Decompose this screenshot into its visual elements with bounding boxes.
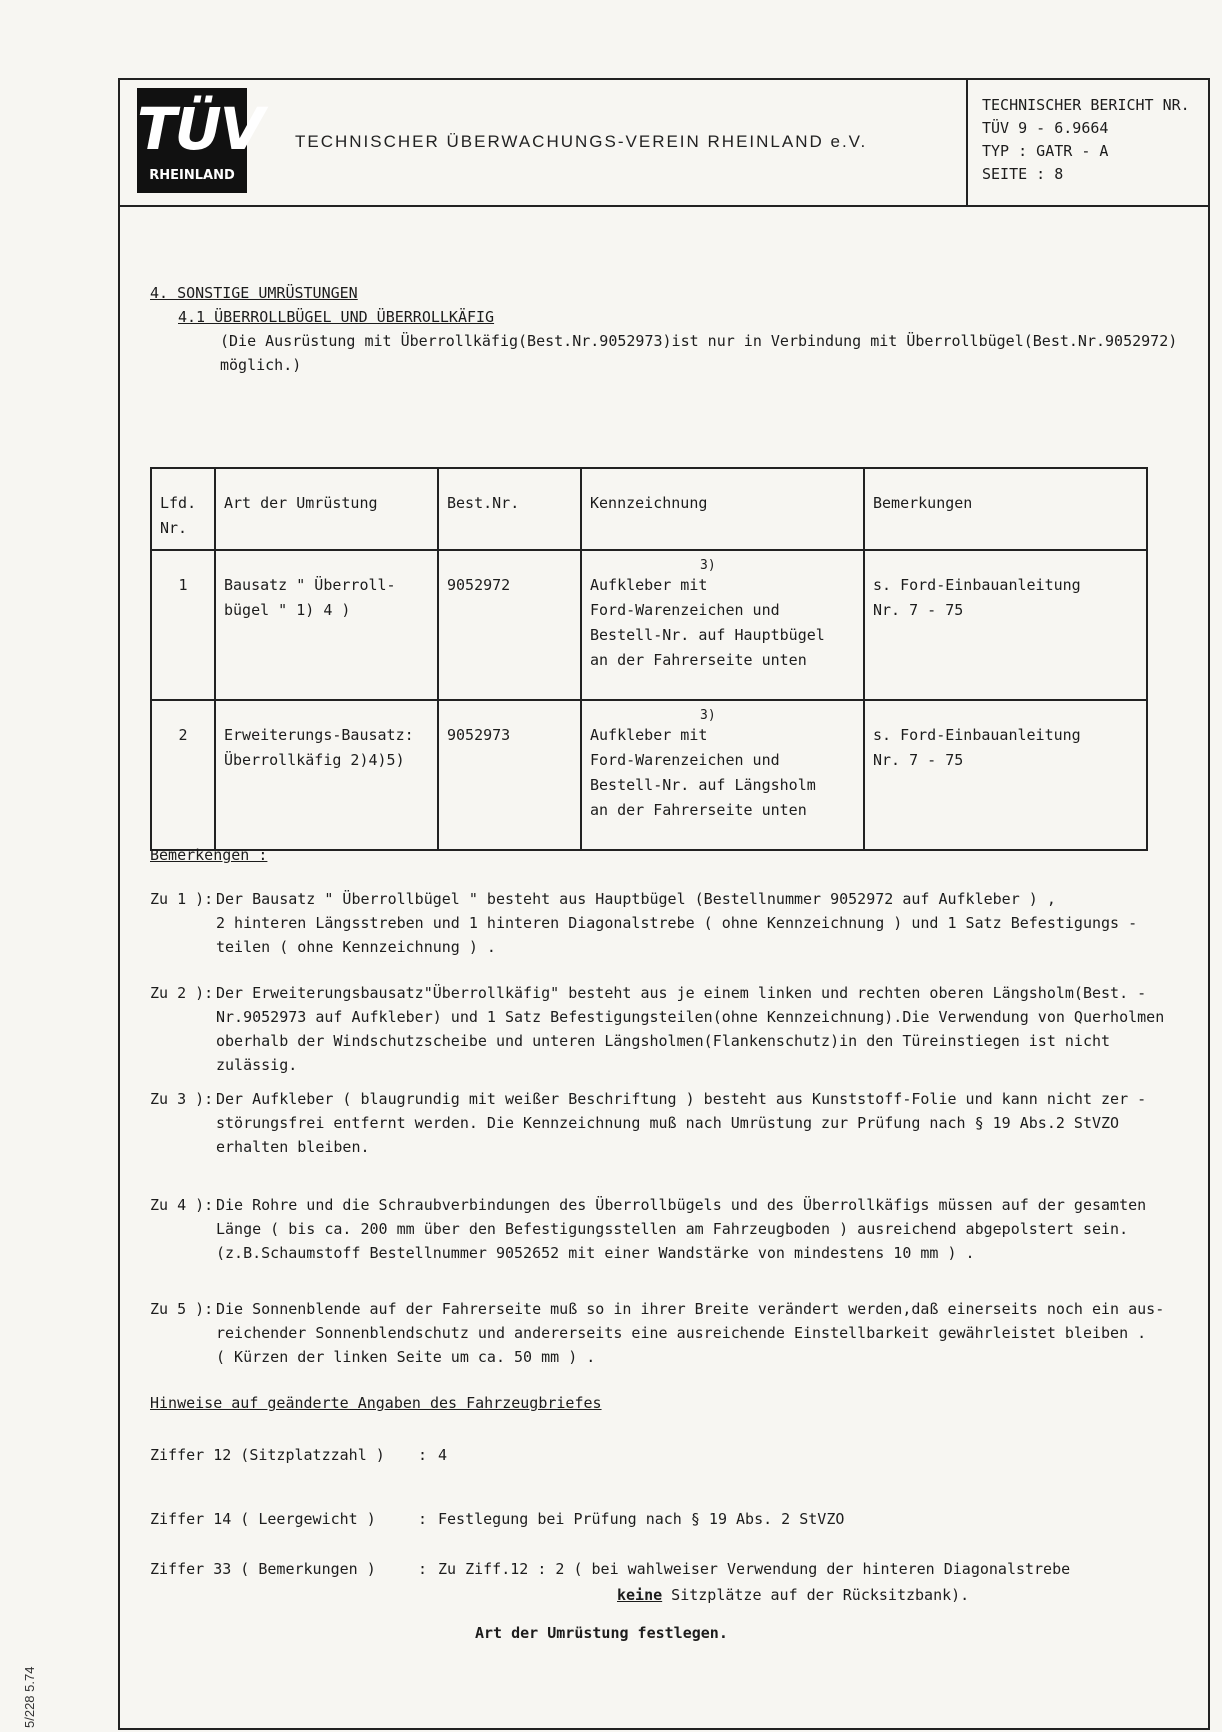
cell-bem: s. Ford-Einbauanleitung Nr. 7 - 75 (864, 700, 1147, 850)
col-header-nr: Lfd. Nr. (151, 468, 215, 550)
hinweis-colon: : (418, 1560, 428, 1578)
table-header-row (151, 468, 1147, 550)
cell-nr: 1 (151, 550, 215, 700)
document-header (120, 80, 1208, 207)
remark-text: Der Bausatz " Überrollbügel " besteht aus Hauptbügel (Bestellnummer 9052972 auf Aufkleber ) , 2 hinteren Längsstreben und 1 hinteren Diagonalstrebe ( ohne Kennzeichnung ) und 1 Satz Befestigungs - teilen ( ohne Kennzeichnung ) . (216, 890, 1138, 956)
tuv-logo (137, 88, 263, 193)
report-line-page: SEITE : 8 (982, 165, 1064, 183)
col-header-bem: Bemerkungen (864, 468, 1147, 550)
remark-text: Die Sonnenblende auf der Fahrerseite muß so in ihrer Breite verändert werden,daß einerseits noch ein aus- reichender Sonnenblendschutz und andererseits eine ausreichende Einstellbarkeit gewährleistet bleiben . ( Kürzen der linken Seite um ca. 50 mm ) . (216, 1300, 1165, 1366)
hinweise-heading: Hinweise auf geänderte Angaben des Fahrzeugbriefes (150, 1394, 602, 1412)
hinweis-label: Ziffer 12 (Sitzplatzzahl ) (150, 1446, 385, 1464)
logo-sub-text: RHEINLAND (149, 168, 235, 183)
col-header-art: Art der Umrüstung (215, 468, 438, 550)
remark-label: Zu 2 ): (150, 984, 214, 1002)
hinweis-value: Zu Ziff.12 : 2 ( bei wahlweiser Verwendung der hinteren Diagonalstrebe (438, 1560, 1071, 1578)
cell-kenn (581, 700, 864, 850)
form-code: 5/228 5.74 (22, 1666, 37, 1728)
report-info-box (966, 80, 1208, 205)
hinweis-value: Festlegung bei Prüfung nach § 19 Abs. 2 StVZO (438, 1510, 845, 1528)
remark-label: Zu 1 ): (150, 890, 214, 908)
cell-kenn-text: Aufkleber mit Ford-Warenzeichen und Bestell-Nr. auf Hauptbügel an der Fahrerseite unten (590, 576, 825, 669)
col-header-best: Best.Nr. (438, 468, 581, 550)
hinweis-value-continuation (617, 1583, 969, 1607)
hinweis-value: 4 (438, 1446, 448, 1464)
table-row (151, 700, 1147, 850)
table-row (151, 550, 1147, 700)
section-title: 4. SONSTIGE UMRÜSTUNGEN (150, 284, 358, 302)
modifications-table (150, 467, 1148, 851)
cell-art: Erweiterungs-Bausatz: Überrollkäfig 2)4)5) (215, 700, 438, 850)
remark-label: Zu 3 ): (150, 1090, 214, 1108)
hinweis-colon: : (418, 1510, 428, 1528)
col-header-kenn: Kennzeichnung (581, 468, 864, 550)
report-line-number: TÜV 9 - 6.9664 (982, 119, 1109, 137)
logo-main-text: TÜV (137, 95, 263, 163)
remarks-heading: Bemerkengen : (150, 846, 268, 864)
remark-text: Der Erweiterungsbausatz"Überrollkäfig" besteht aus je einem linken und rechten oberen Längsholm(Best. - Nr.9052973 auf Aufkleber) und 1 Satz Befestigungsteilen(ohne Kennzeichnung).Die Verwendung von Querholmen oberhalb der Windschutzscheibe und unteren Längsholmen(Flankenschutz)in den Türeinstiegen ist nicht zulässig. (216, 984, 1165, 1074)
remark-label: Zu 4 ): (150, 1196, 214, 1214)
page-frame (118, 78, 1210, 1730)
cell-nr: 2 (151, 700, 215, 850)
footnote-ref: 3) (700, 558, 716, 573)
remark-text: Der Aufkleber ( blaugrundig mit weißer Beschriftung ) besteht aus Kunststoff-Folie und kann nicht zer - störungsfrei entfernt werden. Die Kennzeichnung muß nach Umrüstung zur Prüfung nach § 19 Abs.2 StVZO erhalten bleiben. (216, 1090, 1147, 1156)
report-line-type: TYP : GATR - A (982, 142, 1109, 160)
cell-art: Bausatz " Überroll- bügel " 1) 4 ) (215, 550, 438, 700)
final-note: Art der Umrüstung festlegen. (475, 1624, 728, 1642)
remark-text: Die Rohre und die Schraubverbindungen des Überrollbügels und des Überrollkäfigs müssen auf der gesamten Länge ( bis ca. 200 mm über den Befestigungsstellen am Fahrzeugboden ) ausreichend abgepolstert sein. (z.B.Schaumstoff Bestellnummer 9052652 mit einer Wandstärke von mindestens 10 mm ) . (216, 1196, 1147, 1262)
cell-best: 9052972 (438, 550, 581, 700)
emphasis-keine: keine (617, 1586, 663, 1604)
section-subtitle: 4.1 ÜBERROLLBÜGEL UND ÜBERROLLKÄFIG (178, 308, 495, 326)
cell-best: 9052973 (438, 700, 581, 850)
cell-kenn (581, 550, 864, 700)
continuation-rest: Sitzplätze auf der Rücksitzbank). (662, 1586, 970, 1604)
organization-name: TECHNISCHER ÜBERWACHUNGS-VEREIN RHEINLAND e.V. (295, 132, 868, 151)
remark-label: Zu 5 ): (150, 1300, 214, 1318)
hinweis-colon: : (418, 1446, 428, 1464)
hinweis-label: Ziffer 33 ( Bemerkungen ) (150, 1560, 376, 1578)
section-intro-line-1: (Die Ausrüstung mit Überrollkäfig(Best.Nr.9052973)ist nur in Verbindung mit Überrollbügel(Best.Nr.9052972) (220, 332, 1178, 350)
cell-kenn-text: Aufkleber mit Ford-Warenzeichen und Bestell-Nr. auf Längsholm an der Fahrerseite unten (590, 726, 816, 819)
section-intro-line-2: möglich.) (220, 356, 302, 374)
footnote-ref: 3) (700, 708, 716, 723)
report-line-title: TECHNISCHER BERICHT NR. (982, 96, 1190, 114)
hinweis-label: Ziffer 14 ( Leergewicht ) (150, 1510, 376, 1528)
cell-bem: s. Ford-Einbauanleitung Nr. 7 - 75 (864, 550, 1147, 700)
